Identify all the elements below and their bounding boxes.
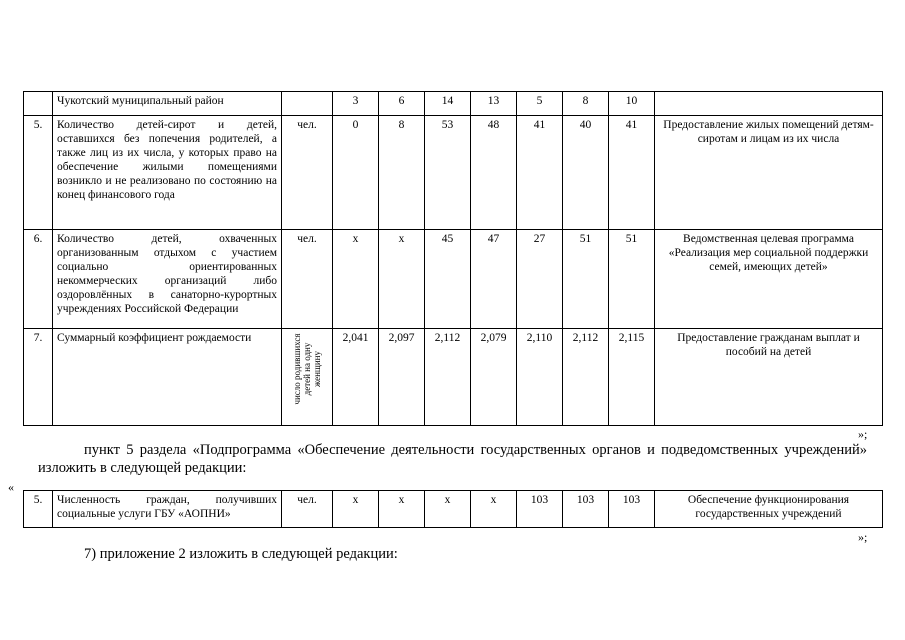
table-row-chukotsky (24, 92, 883, 116)
value-cell: 51 (609, 230, 655, 329)
value-cell: 2,041 (333, 329, 379, 426)
value-cell: 2,112 (563, 329, 609, 426)
value-cell: х (333, 491, 379, 528)
indicator-name: Чукотский муниципальный район (53, 92, 282, 116)
closing-quote: »; (858, 530, 868, 544)
value-cell: 40 (563, 116, 609, 230)
value-cell: 5 (517, 92, 563, 116)
value-cell: 103 (609, 491, 655, 528)
value-cell: 3 (333, 92, 379, 116)
value-cell: 2,112 (425, 329, 471, 426)
value-cell: 6 (379, 92, 425, 116)
value-cell: х (471, 491, 517, 528)
row-number: 5. (24, 116, 53, 230)
table-row-orphans (24, 116, 883, 230)
closing-quote: »; (858, 427, 868, 441)
value-cell: 53 (425, 116, 471, 230)
table-row-birth-rate (24, 329, 883, 426)
value-cell: 2,079 (471, 329, 517, 426)
unit-cell: чел. (282, 116, 333, 230)
table-row-recreation (24, 230, 883, 329)
value-cell: 47 (471, 230, 517, 329)
value-cell: х (379, 491, 425, 528)
indicator-name: Численность граждан, получивших социальные услуги ГБУ «АОПНИ» (53, 491, 282, 528)
value-cell: 103 (517, 491, 563, 528)
row-number: 5. (24, 491, 53, 528)
value-cell: 10 (609, 92, 655, 116)
row-number: 6. (24, 230, 53, 329)
value-cell: 51 (563, 230, 609, 329)
value-cell: х (333, 230, 379, 329)
value-cell: 2,115 (609, 329, 655, 426)
value-cell: 0 (333, 116, 379, 230)
value-cell: 8 (379, 116, 425, 230)
value-cell: 48 (471, 116, 517, 230)
unit-cell-vertical (282, 329, 333, 426)
vertical-unit-label: число родившихся детей на одну женщину (292, 333, 322, 405)
appendix-instruction: 7) приложение 2 изложить в следующей редакции: (84, 546, 398, 562)
value-cell: 14 (425, 92, 471, 116)
unit-cell (282, 92, 333, 116)
value-cell: 2,097 (379, 329, 425, 426)
value-cell: 45 (425, 230, 471, 329)
value-cell: 41 (609, 116, 655, 230)
value-cell: х (425, 491, 471, 528)
program-note: Обеспечение функционирования государственных учреждений (655, 491, 883, 528)
program-note (655, 92, 883, 116)
value-cell: 2,110 (517, 329, 563, 426)
value-cell: 41 (517, 116, 563, 230)
value-cell: 103 (563, 491, 609, 528)
indicators-table (23, 91, 883, 426)
value-cell: 27 (517, 230, 563, 329)
program-note: Ведомственная целевая программа «Реализация мер социальной поддержки семей, имеющих детей» (655, 230, 883, 329)
program-note: Предоставление гражданам выплат и пособий на детей (655, 329, 883, 426)
unit-cell: чел. (282, 491, 333, 528)
indicator-name: Суммарный коэффициент рождаемости (53, 329, 282, 426)
value-cell: 8 (563, 92, 609, 116)
row-number (24, 92, 53, 116)
value-cell: 13 (471, 92, 517, 116)
opening-quote: « (8, 480, 14, 494)
program-note: Предоставление жилых помещений детям-сиротам и лицам из их числа (655, 116, 883, 230)
indicator-name: Количество детей-сирот и детей, оставшихся без попечения родителей, а также лиц из их числа, у которых право на обеспечение жилыми помещениями возникло и не реализовано по состоянию на конец финансового года (53, 116, 282, 230)
indicator-name: Количество детей, охваченных организованным отдыхом с участием социально ориентированных некоммерческих организаций либо оздоровлённых в санаторно-курортных учреждениях Российской Федерации (53, 230, 282, 329)
row-number: 7. (24, 329, 53, 426)
unit-cell: чел. (282, 230, 333, 329)
value-cell: х (379, 230, 425, 329)
table-row-social-services (24, 491, 883, 528)
services-table (23, 490, 883, 528)
amendment-paragraph: пункт 5 раздела «Подпрограмма «Обеспечение деятельности государственных органов и подведомственных учреждений» изложить в следующей редакции: (38, 442, 867, 476)
